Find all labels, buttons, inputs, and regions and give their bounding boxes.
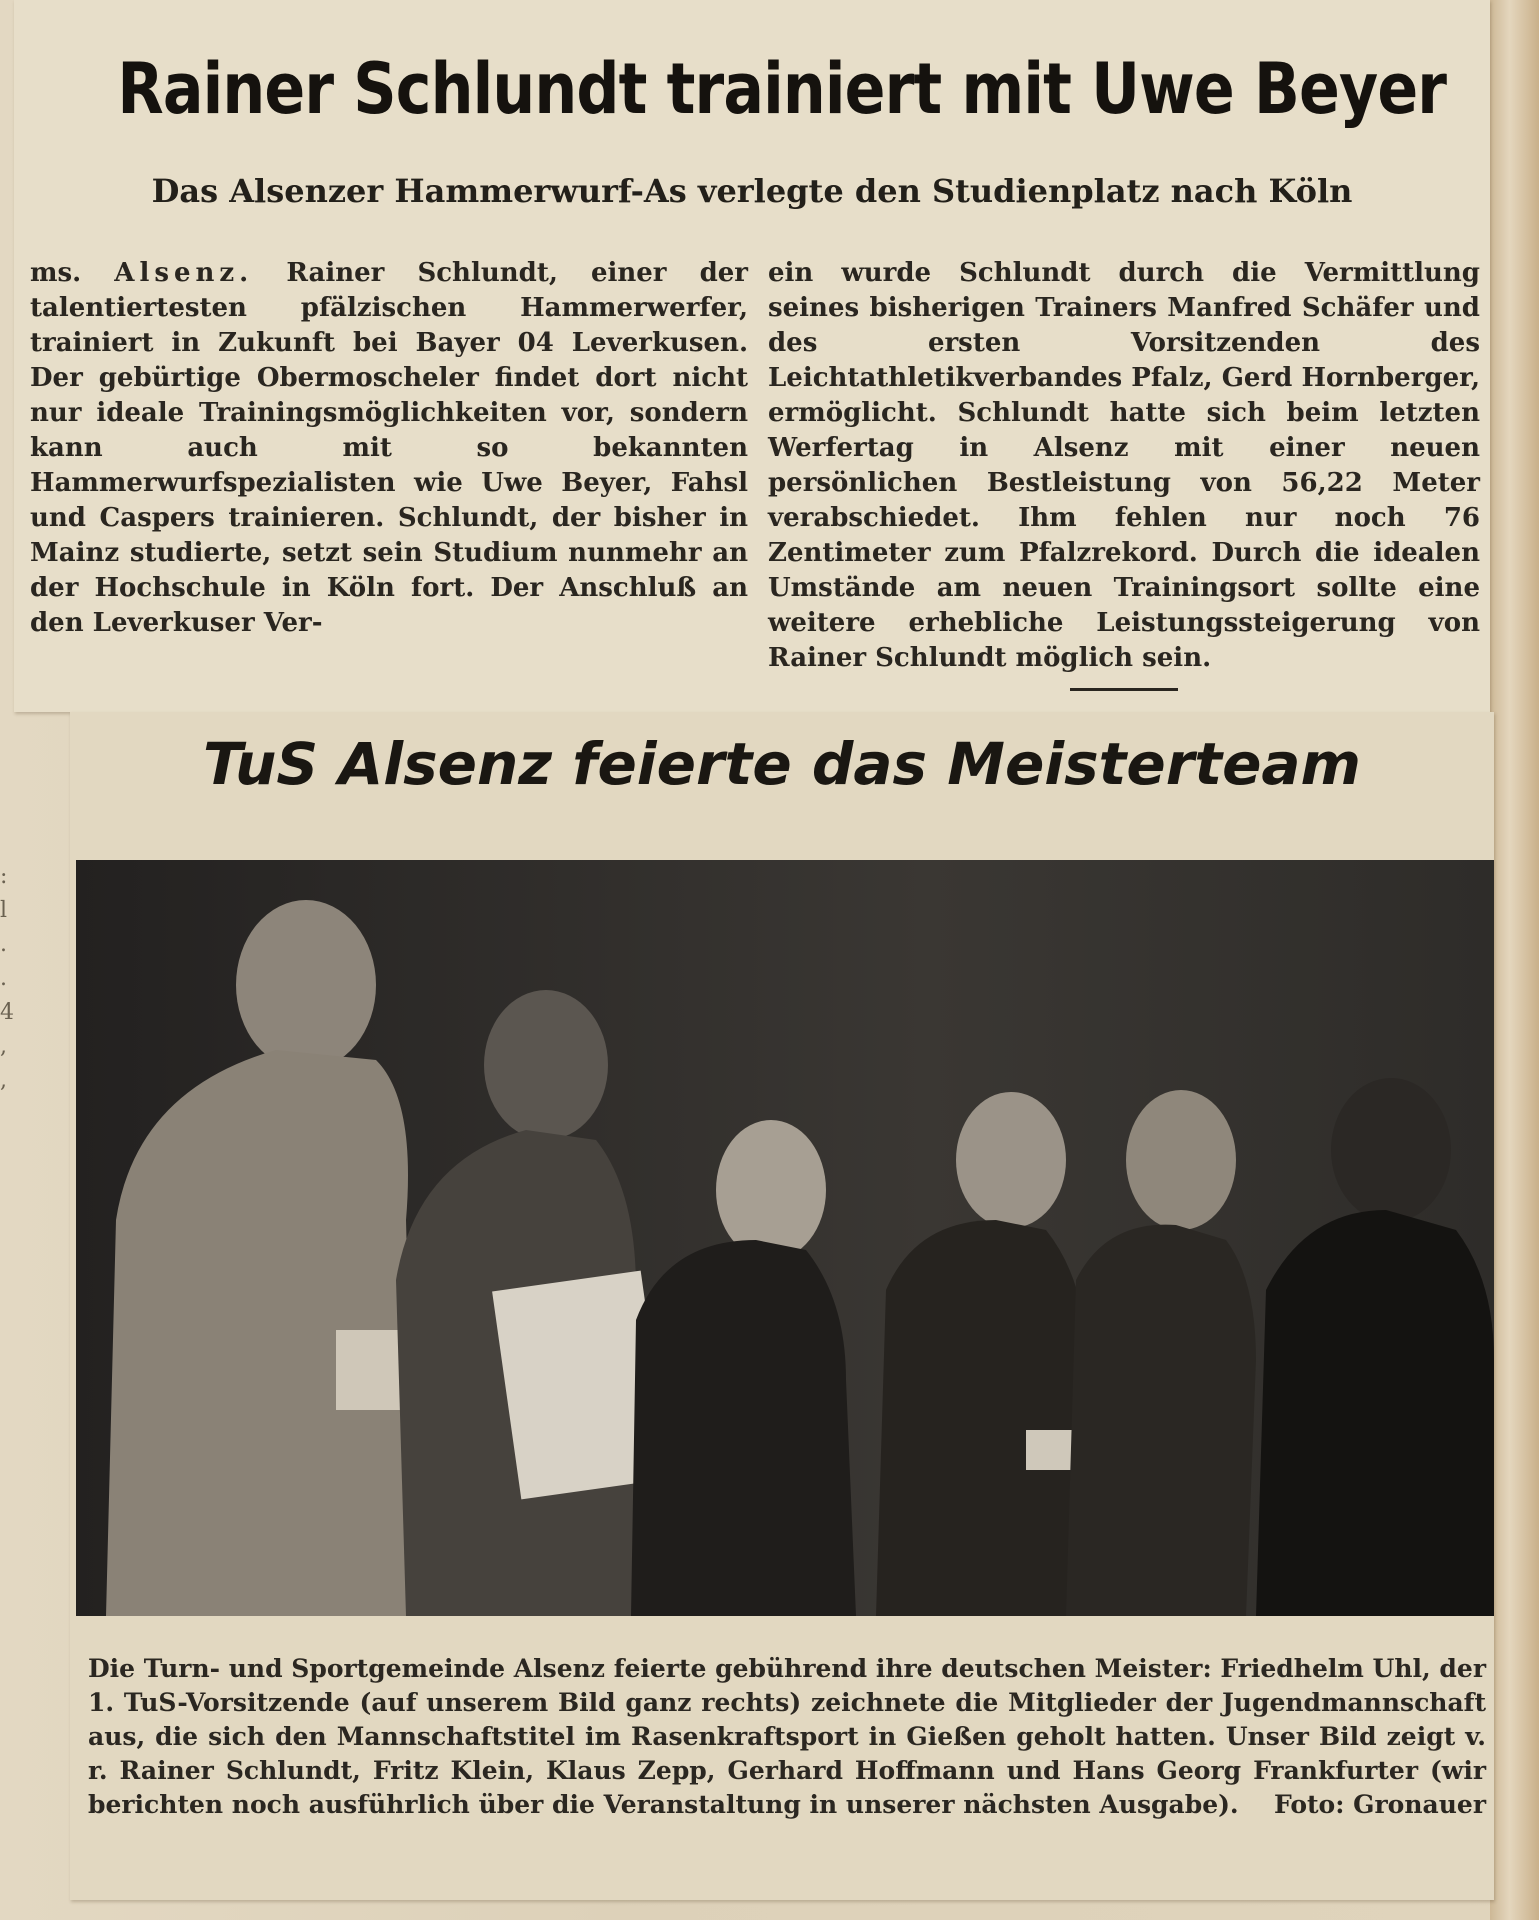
margin-text-fragment: : l . . 4 , , [0, 864, 14, 1093]
dateline-place: Alsenz. [114, 258, 254, 288]
caption-body: Die Turn- und Sportgemeinde Alsenz feierte gebührend ihre deutschen Meister: Friedhelm Uhl, der 1. TuS-Vorsitzende (auf unserem Bild ganz rechts) zeichnete die Mitglieder der Jugendmannschaft aus, die sich den Mannschaftstitel im Rasenkraftsport in Gießen geholt hatten. Unser Bild zeigt v. r. Rainer Schlundt, Fritz Klein, Klaus Zepp, Gerhard Hoffmann und Hans Georg Frankfurter (wir berichten noch ausführlich über die Veranstaltung in unserer nächsten Ausgabe). [88, 1654, 1486, 1819]
team-photo [76, 860, 1494, 1616]
article-column-right [768, 256, 1480, 676]
photo-credit: Foto: Gronauer [1273, 1790, 1486, 1819]
team-photo-illustration [76, 860, 1494, 1616]
article-clipping-meisterteam [70, 712, 1494, 1900]
column-body: ein wurde Schlundt durch die Vermittlung seines bisherigen Trainers Manfred Schäfer und des ersten Vorsitzenden des Leichtathletikverbandes Pfalz, Gerd Hornberger, ermöglicht. Schlundt hatte sich beim letzten Werfertag in Alsenz mit einer neuen persönlichen Bestleistung von 56,22 Meter verabschiedet. Ihm fehlen nur noch 76 Zentimeter zum Pfalzrekord. Durch die idealen Umstände am neuen Trainingsort sollte eine weitere erhebliche Leistungssteigerung von Rainer Schlundt möglich sein. [768, 258, 1480, 673]
adjacent-clipping-edge [1490, 0, 1539, 1920]
article-subheadline: Das Alsenzer Hammerwurf-As verlegte den Studienplatz nach Köln [151, 172, 1353, 210]
column-body: Rainer Schlundt, einer der talentiertesten pfälzischen Hammerwerfer, trainiert in Zukunft bei Bayer 04 Leverkusen. Der gebürtige Obermoscheler findet dort nicht nur ideale Trainingsmöglichkeiten vor, sondern kann auch mit so bekannten Hammerwurfspezialisten wie Uwe Beyer, Fahsl und Caspers trainieren. Schlundt, der bisher in Mainz studierte, setzt sein Studium nunmehr an der Hochschule in Köln fort. Der Anschluß an den Leverkuser Ver- [30, 258, 748, 638]
dateline-prefix: ms. [30, 258, 82, 288]
caption-text [88, 1652, 1486, 1822]
photo-caption [88, 1652, 1486, 1822]
article-column-left [30, 256, 748, 641]
article-headline: TuS Alsenz feierte das Meisterteam [203, 730, 1361, 798]
article-clipping-schlundt [14, 0, 1490, 712]
column-text [30, 256, 748, 641]
article-end-rule [1070, 688, 1178, 691]
article-headline: Rainer Schlundt trainiert mit Uwe Beyer [117, 48, 1447, 130]
